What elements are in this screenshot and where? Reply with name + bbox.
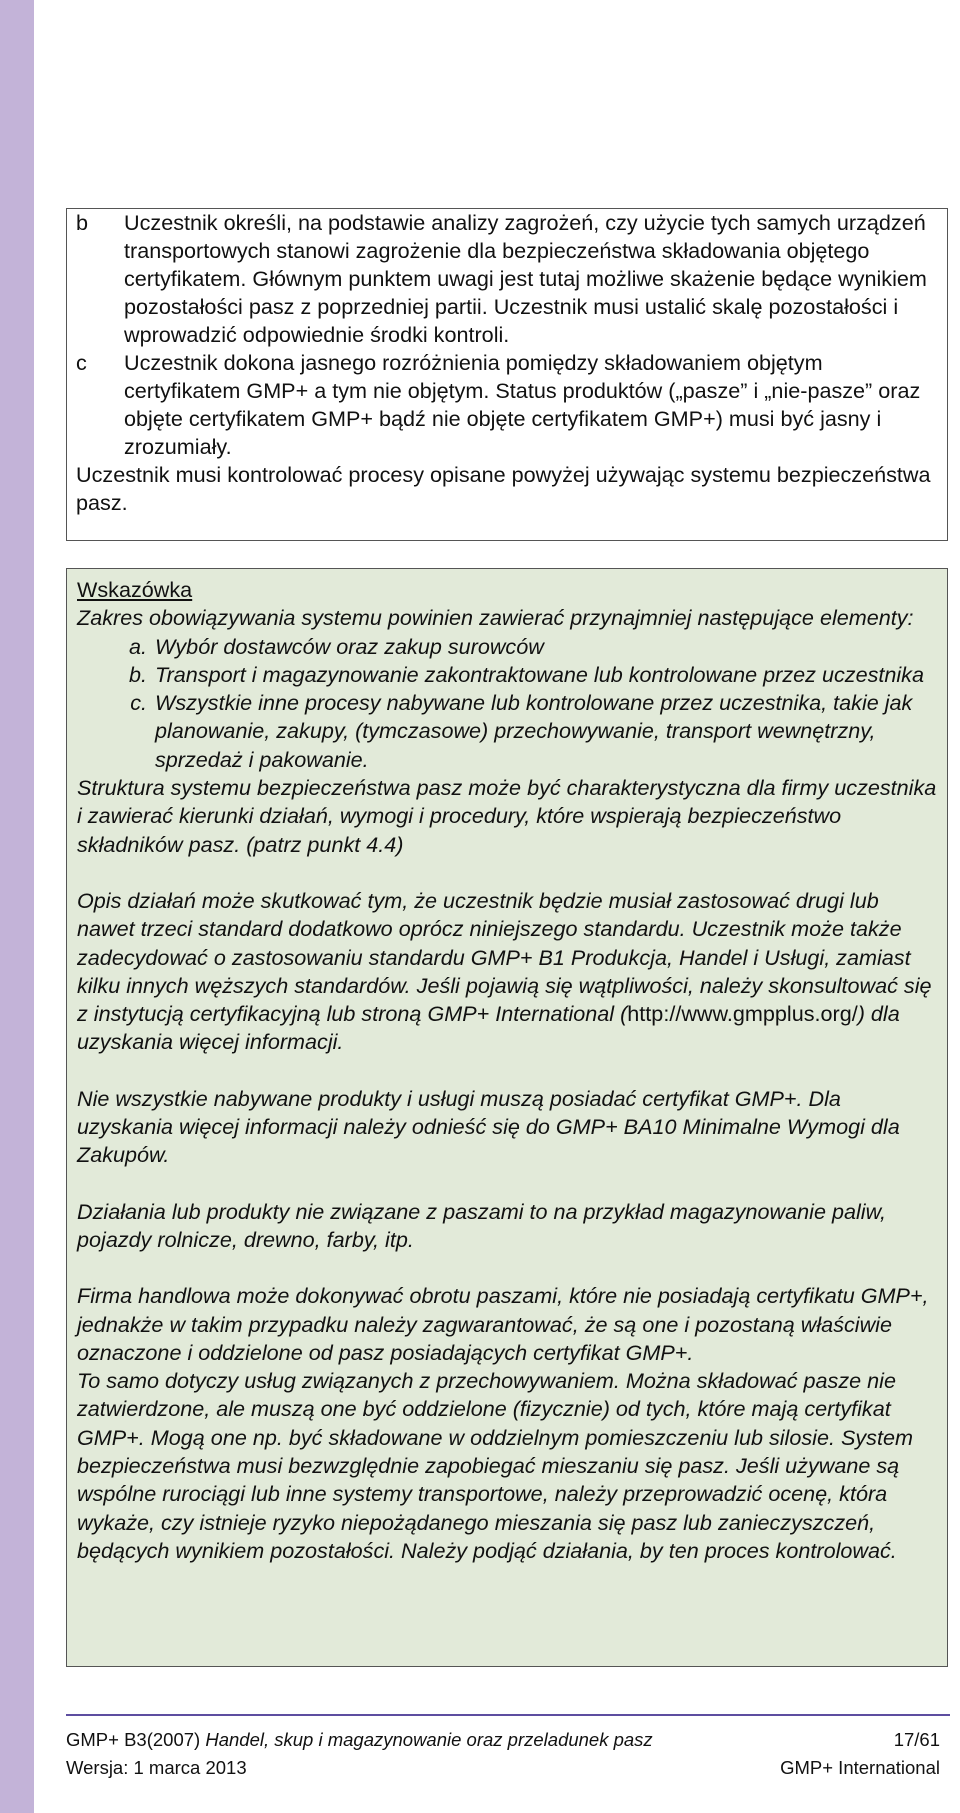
guidance-purchasing: Nie wszystkie nabywane produkty i usługi muszą posiadać certyfikat GMP+. Dla uzyskania więcej informacji należy odnieść się do GMP+ BA10 Minimalne Wymogi dla Zakupów. [77, 1085, 900, 1168]
scope-text-end: ) dla uzyskania więcej informacji. [77, 1001, 900, 1055]
guidance-intro: Zakres obowiązywania systemu powinien zawierać przynajmniej następujące elementy: [77, 605, 914, 631]
guidance-list [77, 633, 937, 774]
list-marker: a. [128, 633, 147, 659]
guidance-scope [77, 887, 937, 1057]
requirement-item-c [76, 349, 937, 461]
footer-document [66, 1728, 653, 1752]
requirements-box [66, 208, 948, 541]
footer-row-1 [66, 1728, 940, 1752]
gmpplus-link[interactable]: http://www.gmpplus.org/ [627, 1001, 858, 1027]
guidance-trading: Firma handlowa może dokonywać obrotu paszami, które nie posiadają certyfikatu GMP+, jednakże w takim przypadku należy zagwarantować, że są one i pozostaną właściwie oznaczone i oddzielone od pasz posiadających certyfikat GMP+. [77, 1283, 929, 1365]
list-text: Wszystkie inne procesy nabywane lub kontrolowane przez uczestnika, takie jak planowanie, zakupy, (tymczasowe) przechowywanie, transport wewnętrzny, sprzedaż i pakowanie. [155, 690, 913, 772]
requirements-closing: Uczestnik musi kontrolować procesy opisane powyżej używając systemu bezpieczeństwa pasz. [76, 462, 931, 515]
footer-organization: GMP+ International [780, 1757, 940, 1778]
footer-divider [66, 1714, 950, 1716]
footer-doc-code: GMP+ B3(2007) [66, 1729, 201, 1750]
guidance-structure: Struktura systemu bezpieczeństwa pasz może być charakterystyczna dla firmy uczestnika i zawierać kierunki działań, wymogi i procedury, które wspierają bezpieczeństwo składników pasz. (patrz punkt 4.4) [77, 775, 937, 857]
footer-version: Wersja: 1 marca 2013 [66, 1757, 247, 1778]
page-number: 17/61 [893, 1729, 940, 1750]
footer-row-2 [66, 1756, 940, 1780]
item-marker: b [76, 210, 89, 235]
item-text: Uczestnik dokona jasnego rozróżnienia pomiędzy składowaniem objętym certyfikatem GMP+ a tym nie objętym. Status produktów („pasze” i „nie-pasze” oraz objęte certyfikatem GMP+ bądź nie objęte certyfikatem GMP+) musi być jasny i zrozumiały. [124, 350, 921, 459]
list-text: Wybór dostawców oraz zakup surowców [155, 633, 544, 659]
list-item [77, 661, 937, 689]
list-item [77, 633, 937, 661]
list-marker: b. [128, 661, 147, 687]
scope-text: Opis działań może skutkować tym, że uczestnik będzie musiał zastosować drugi lub nawet trzeci standard dodatkowo oprócz niniejszego standardu. Uczestnik może także zadecydować o zastosowaniu standardu GMP+ B1 Produkcja, Handel i Usługi, zamiast kilku innych węższych standardów. Jeśli pojawią się wątpliwości, należy skonsultować się z instytucją certyfikacyjną lub stroną GMP+ International ( [77, 887, 932, 1027]
guidance-title: Wskazówka [77, 577, 193, 602]
list-text: Transport i magazynowanie zakontraktowane lub kontrolowane przez uczestnika [155, 661, 924, 687]
item-marker: c [76, 350, 87, 375]
guidance-box [66, 568, 948, 1667]
item-text: Uczestnik określi, na podstawie analizy zagrożeń, czy użycie tych samych urządzeń transportowych stanowi zagrożenie dla bezpieczeństwa składowania objętego certyfikatem. Głównym punktem uwagi jest tutaj możliwe skażenie będące wynikiem pozostałości pasz z poprzedniej partii. Uczestnik musi ustalić skalę pozostałości i wprowadzić odpowiednie środki kontroli. [124, 210, 927, 347]
guidance-non-feed: Działania lub produkty nie związane z paszami to na przykład magazynowanie paliw, pojazdy rolnicze, drewno, farby, itp. [77, 1198, 886, 1252]
guidance-storage: To samo dotyczy usług związanych z przechowywaniem. Można składować pasze nie zatwierdzone, ale muszą one być oddzielone (fizycznie) od tych, które mają certyfikat GMP+. Mogą one np. być składowane w oddzielnym pomieszczeniu lub silosie. System bezpieczeństwa musi bezwzględnie zapobiegać mieszaniu się pasz. Jeśli używane są wspólne rurociągi lub inne systemy transportowe, należy przeprowadzić ocenę, która wykaże, czy istnieje ryzyko niepożądanego mieszania się pasz lub zanieczyszczeń, będących wynikiem pozostałości. Należy podjąć działania, by ten proces kontrolować. [77, 1368, 913, 1563]
list-marker: c. [130, 690, 147, 716]
footer-doc-title: Handel, skup i magazynowanie oraz przeladunek pasz [205, 1729, 653, 1750]
requirement-item-b [76, 209, 937, 349]
left-margin-stripe [0, 0, 34, 1813]
list-item [77, 689, 937, 774]
